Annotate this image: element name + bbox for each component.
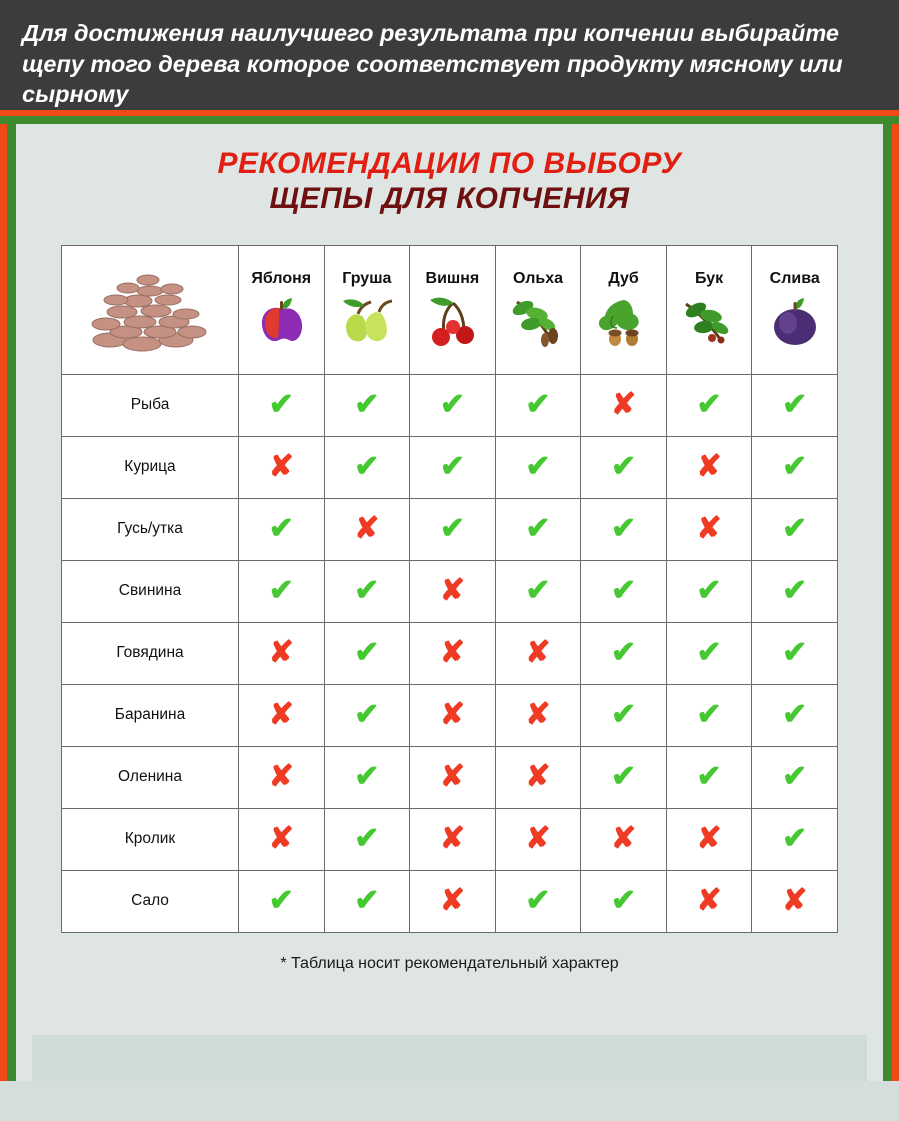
yes-icon: ✔ xyxy=(696,698,722,732)
yes-icon: ✔ xyxy=(268,388,294,422)
no-icon: ✘ xyxy=(439,822,465,856)
no-icon: ✘ xyxy=(439,574,465,608)
poster-body xyxy=(0,124,899,1081)
table-header xyxy=(62,245,838,374)
row-label: Говядина xyxy=(62,622,239,684)
cell-3-6 xyxy=(752,560,838,622)
yes-icon: ✔ xyxy=(782,822,808,856)
yes-icon: ✔ xyxy=(354,574,380,608)
header-banner xyxy=(0,0,899,110)
yes-icon: ✔ xyxy=(696,760,722,794)
row-label: Кролик xyxy=(62,808,239,870)
column-header-label: Дуб xyxy=(608,269,639,287)
cell-6-4 xyxy=(581,746,667,808)
cell-2-6 xyxy=(752,498,838,560)
yes-icon: ✔ xyxy=(696,574,722,608)
cell-0-2 xyxy=(410,374,496,436)
cell-3-3 xyxy=(495,560,581,622)
table-row xyxy=(62,870,838,932)
yes-icon: ✔ xyxy=(782,450,808,484)
cell-7-2 xyxy=(410,808,496,870)
cell-6-1 xyxy=(324,746,410,808)
recommendation-table-area xyxy=(61,245,838,973)
row-label: Сало xyxy=(62,870,239,932)
cell-2-1 xyxy=(324,498,410,560)
cell-8-4 xyxy=(581,870,667,932)
yes-icon: ✔ xyxy=(268,512,294,546)
yes-icon: ✔ xyxy=(782,698,808,732)
yes-icon: ✔ xyxy=(354,822,380,856)
yes-icon: ✔ xyxy=(354,884,380,918)
yes-icon: ✔ xyxy=(782,512,808,546)
cell-1-5 xyxy=(666,436,752,498)
page-title-line1: РЕКОМЕНДАЦИИ ПО ВЫБОРУ xyxy=(217,147,682,180)
no-icon: ✘ xyxy=(782,884,808,918)
cell-8-6 xyxy=(752,870,838,932)
rail-right-green xyxy=(883,124,892,1081)
cell-1-0 xyxy=(239,436,325,498)
yes-icon: ✔ xyxy=(782,760,808,794)
no-icon: ✘ xyxy=(268,636,294,670)
no-icon: ✘ xyxy=(268,698,294,732)
table-header-row xyxy=(62,245,838,374)
cell-8-0 xyxy=(239,870,325,932)
cell-4-0 xyxy=(239,622,325,684)
cell-5-4 xyxy=(581,684,667,746)
yes-icon: ✔ xyxy=(782,574,808,608)
no-icon: ✘ xyxy=(525,822,551,856)
cell-5-0 xyxy=(239,684,325,746)
cherry-icon xyxy=(412,292,493,350)
cell-0-0 xyxy=(239,374,325,436)
yes-icon: ✔ xyxy=(610,574,637,608)
bottom-strip xyxy=(32,1035,867,1081)
cell-1-4 xyxy=(581,436,667,498)
table-footnote: * Таблица носит рекомендательный характер xyxy=(280,954,619,972)
row-label: Рыба xyxy=(62,374,239,436)
cell-7-3 xyxy=(495,808,581,870)
cell-5-2 xyxy=(410,684,496,746)
no-icon: ✘ xyxy=(696,822,722,856)
no-icon: ✘ xyxy=(268,760,294,794)
yes-icon: ✔ xyxy=(268,574,294,608)
yes-icon: ✔ xyxy=(525,574,551,608)
column-header-1 xyxy=(324,245,410,374)
no-icon: ✘ xyxy=(525,760,551,794)
header-text: Для достижения наилучшего результата при копчении выбирайте щепу того дерева которое соответствует продукту мясному или сырному xyxy=(22,20,843,108)
no-icon: ✘ xyxy=(696,884,722,918)
cell-6-3 xyxy=(495,746,581,808)
no-icon: ✘ xyxy=(696,450,722,484)
yes-icon: ✔ xyxy=(696,636,722,670)
cell-4-4 xyxy=(581,622,667,684)
no-icon: ✘ xyxy=(525,698,551,732)
no-icon: ✘ xyxy=(439,760,465,794)
cell-0-5 xyxy=(666,374,752,436)
column-header-label: Вишня xyxy=(425,269,480,287)
yes-icon: ✔ xyxy=(439,388,465,422)
column-header-3 xyxy=(495,245,581,374)
no-icon: ✘ xyxy=(696,512,722,546)
row-label: Свинина xyxy=(62,560,239,622)
yes-icon: ✔ xyxy=(525,512,551,546)
column-header-label: Ольха xyxy=(512,269,563,287)
recommendation-table xyxy=(61,245,838,933)
cell-8-3 xyxy=(495,870,581,932)
yes-icon: ✔ xyxy=(610,698,637,732)
cell-2-5 xyxy=(666,498,752,560)
oak-acorn-icon xyxy=(583,292,664,350)
table-row xyxy=(62,498,838,560)
pear-icon xyxy=(327,292,408,350)
table-body xyxy=(62,374,838,932)
table-row xyxy=(62,622,838,684)
cell-1-6 xyxy=(752,436,838,498)
column-header-5 xyxy=(666,245,752,374)
table-row xyxy=(62,808,838,870)
beech-branch-icon xyxy=(669,292,750,350)
column-header-label: Яблоня xyxy=(251,269,312,287)
cell-4-1 xyxy=(324,622,410,684)
no-icon: ✘ xyxy=(268,822,294,856)
table-corner-cell xyxy=(62,245,239,374)
cell-2-2 xyxy=(410,498,496,560)
yes-icon: ✔ xyxy=(354,388,380,422)
cell-5-6 xyxy=(752,684,838,746)
page-title-line2: ЩЕПЫ ДЛЯ КОПЧЕНИЯ xyxy=(269,182,630,216)
no-icon: ✘ xyxy=(268,450,294,484)
page-title xyxy=(16,124,883,217)
cell-6-2 xyxy=(410,746,496,808)
row-label: Гусь/утка xyxy=(62,498,239,560)
no-icon: ✘ xyxy=(525,636,551,670)
cell-7-0 xyxy=(239,808,325,870)
cell-3-2 xyxy=(410,560,496,622)
no-icon: ✘ xyxy=(439,698,465,732)
yes-icon: ✔ xyxy=(610,760,637,794)
cell-4-3 xyxy=(495,622,581,684)
cell-4-5 xyxy=(666,622,752,684)
yes-icon: ✔ xyxy=(268,884,294,918)
cell-3-0 xyxy=(239,560,325,622)
cell-2-3 xyxy=(495,498,581,560)
yes-icon: ✔ xyxy=(525,884,551,918)
table-row xyxy=(62,436,838,498)
wood-chips-icon xyxy=(64,258,236,362)
column-header-2 xyxy=(410,245,496,374)
yes-icon: ✔ xyxy=(354,636,380,670)
plum-icon xyxy=(754,292,835,350)
cell-0-6 xyxy=(752,374,838,436)
cell-5-1 xyxy=(324,684,410,746)
yes-icon: ✔ xyxy=(782,636,808,670)
no-icon: ✘ xyxy=(354,512,380,546)
yes-icon: ✔ xyxy=(610,884,637,918)
yes-icon: ✔ xyxy=(610,636,637,670)
cell-7-4 xyxy=(581,808,667,870)
alder-branch-icon xyxy=(498,292,579,350)
cell-7-6 xyxy=(752,808,838,870)
cell-8-2 xyxy=(410,870,496,932)
yes-icon: ✔ xyxy=(439,512,465,546)
no-icon: ✘ xyxy=(439,884,465,918)
cell-3-4 xyxy=(581,560,667,622)
column-header-4 xyxy=(581,245,667,374)
cell-6-0 xyxy=(239,746,325,808)
poster-content xyxy=(16,124,883,1081)
cell-4-6 xyxy=(752,622,838,684)
yes-icon: ✔ xyxy=(525,388,551,422)
yes-icon: ✔ xyxy=(439,450,465,484)
column-header-label: Груша xyxy=(342,269,392,287)
yes-icon: ✔ xyxy=(354,760,380,794)
cell-3-1 xyxy=(324,560,410,622)
no-icon: ✘ xyxy=(439,636,465,670)
table-row xyxy=(62,560,838,622)
yes-icon: ✔ xyxy=(782,388,808,422)
column-header-label: Слива xyxy=(769,269,820,287)
rail-left-green xyxy=(7,124,16,1081)
row-label: Баранина xyxy=(62,684,239,746)
cell-5-3 xyxy=(495,684,581,746)
cell-8-5 xyxy=(666,870,752,932)
rail-right-orange xyxy=(892,124,899,1081)
table-row xyxy=(62,374,838,436)
divider-stripe-green xyxy=(0,116,899,124)
row-label: Оленина xyxy=(62,746,239,808)
no-icon: ✘ xyxy=(610,388,637,422)
cell-0-4 xyxy=(581,374,667,436)
cell-7-5 xyxy=(666,808,752,870)
cell-2-0 xyxy=(239,498,325,560)
column-header-6 xyxy=(752,245,838,374)
no-icon: ✘ xyxy=(610,822,637,856)
cell-7-1 xyxy=(324,808,410,870)
cell-4-2 xyxy=(410,622,496,684)
cell-1-1 xyxy=(324,436,410,498)
table-row xyxy=(62,684,838,746)
row-label: Курица xyxy=(62,436,239,498)
cell-0-1 xyxy=(324,374,410,436)
column-header-0 xyxy=(239,245,325,374)
cell-5-5 xyxy=(666,684,752,746)
rail-left-orange xyxy=(0,124,7,1081)
yes-icon: ✔ xyxy=(354,450,380,484)
column-header-label: Бук xyxy=(694,269,724,287)
cell-6-5 xyxy=(666,746,752,808)
cell-3-5 xyxy=(666,560,752,622)
cell-1-2 xyxy=(410,436,496,498)
cell-1-3 xyxy=(495,436,581,498)
apple-icon xyxy=(241,292,322,350)
cell-2-4 xyxy=(581,498,667,560)
yes-icon: ✔ xyxy=(610,512,637,546)
cell-8-1 xyxy=(324,870,410,932)
cell-0-3 xyxy=(495,374,581,436)
table-row xyxy=(62,746,838,808)
yes-icon: ✔ xyxy=(525,450,551,484)
yes-icon: ✔ xyxy=(696,388,722,422)
yes-icon: ✔ xyxy=(354,698,380,732)
cell-6-6 xyxy=(752,746,838,808)
yes-icon: ✔ xyxy=(610,450,637,484)
